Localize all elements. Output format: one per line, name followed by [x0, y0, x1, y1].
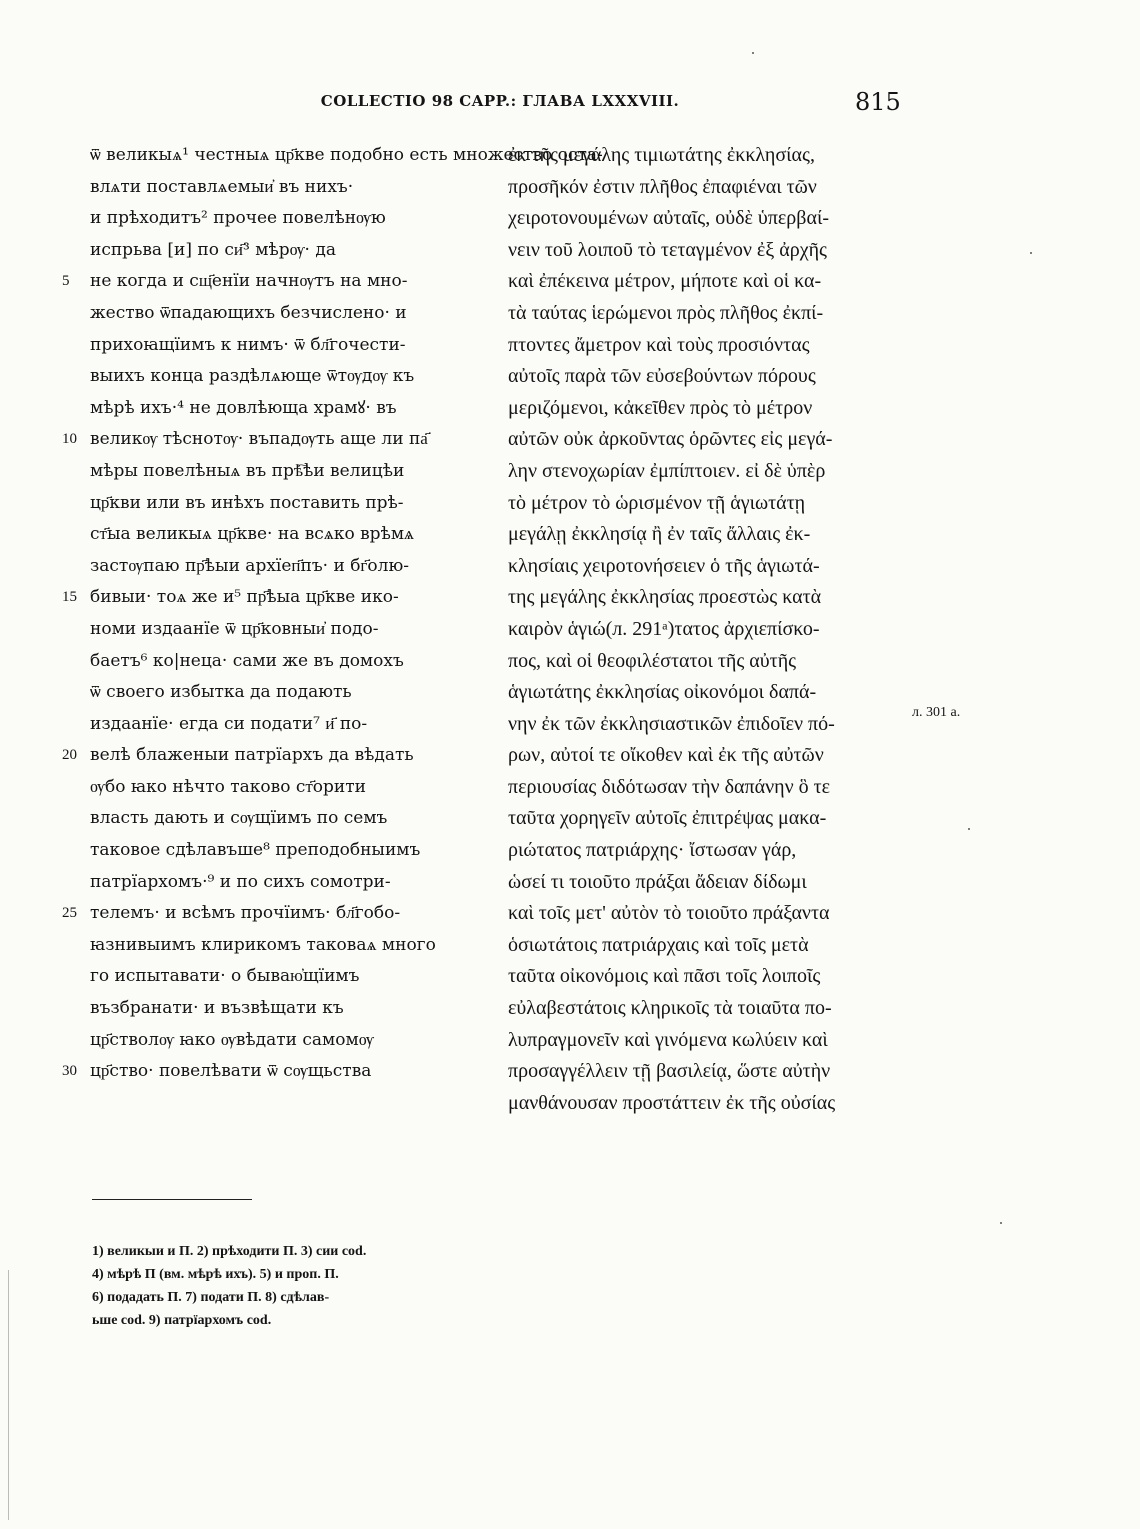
footnote-line: 4) мѣрѣ П (вм. мѣрѣ ихъ). 5) и проп. П.: [92, 1267, 339, 1282]
slavonic-line: велѣ блаженыи патрїархъ да вѣдать: [90, 745, 414, 766]
greek-line: της μεγάλης ἐκκλησίας προεστὼς κατὰ: [508, 586, 822, 609]
greek-line: μεγάλῃ ἐκκλησίᾳ ἢ ἐν ταῖς ἄλλαις ἐκ-: [508, 523, 811, 546]
line-number: 15: [62, 589, 77, 606]
greek-line: καὶ τοῖς μετ' αὐτὸν τὸ τοιοῦτο πράξαντα: [508, 902, 830, 925]
page-edge: [8, 1270, 9, 1520]
footnote-line: 6) подадать П. 7) подати П. 8) сдѣлав-: [92, 1290, 330, 1305]
running-title: COLLECTIO 98 CAPP.: ГЛАВА LXXXVIII.: [320, 92, 680, 110]
slavonic-line: телемъ· и всѣмъ прочїимъ· бл҃гобо-: [90, 903, 401, 924]
speck: [1030, 252, 1032, 254]
greek-line: κλησίαις χειροτονήσειεν ὁ τῆς ἁγιωτά-: [508, 554, 820, 577]
speck: [752, 52, 754, 54]
greek-line: αὐτοῖς παρὰ τῶν εὐσεβούντων πόρους: [508, 365, 816, 388]
greek-line: μεριζόμενοι, κἀκεῖθεν πρὸς τὸ μέτρον: [508, 396, 813, 419]
slavonic-line: баетъ⁶ ко|неца· сами же въ домохъ: [90, 650, 404, 671]
slavonic-line: влѧти поставлѧемыи҆ въ нихъ·: [90, 176, 354, 197]
greek-line: εὐλαβεστάτοις κληρικοῖς τὰ τοιαῦτα πο-: [508, 997, 832, 1020]
slavonic-line: испрьва [и] по си҃³ мѣрѹ· да: [90, 239, 336, 260]
greek-line: προσαγγέλλειν τῇ βασιλείᾳ, ὥστε αὐτὴν: [508, 1060, 831, 1083]
greek-line: τὰ ταύτας ἱερώμενοι πρὸς πλῆθος ἐκπί-: [508, 301, 824, 324]
page-number: 815: [855, 88, 901, 116]
slavonic-line: възбранати· и възвѣщати къ: [90, 998, 344, 1019]
slavonic-line: мѣры повелѣныѧ въ прѣ҇ѣи велицѣи: [90, 460, 405, 481]
greek-line: νην ἐκ τῶν ἐκκλησιαστικῶν ἐπιδοῖεν πό-: [508, 712, 835, 735]
slavonic-line: номи издаанїе ѿ цр҃ковныи҆ подо-: [90, 618, 379, 639]
slavonic-line: цр҃стволѹ ꙗко ѹвѣдати самомѹ: [90, 1029, 374, 1050]
slavonic-line: выихъ конца раздѣлѧюще ѿтѹдѹ къ: [90, 366, 415, 387]
footnote-line: 1) великыи и П. 2) прѣходити П. 3) сии cod.: [92, 1244, 367, 1259]
slavonic-line: великѹ тѣснотѹ· въпадѹть аще ли па҃: [90, 429, 428, 450]
margin-note: л. 301 а.: [912, 705, 961, 720]
slavonic-line: застѹпаю пр҃ѣыи архїеп҃пъ· и бг҃олю-: [90, 555, 409, 576]
slavonic-line: мѣрѣ ихъ·⁴ не довлѣюща храмꙋ· въ: [90, 397, 397, 418]
greek-line: ὁσιωτάτοις πατριάρχαις καὶ τοῖς μετὰ: [508, 933, 809, 956]
slavonic-line: ѹбо ꙗко нѣчто таково ст҃орити: [90, 776, 366, 797]
line-number: 10: [62, 431, 77, 448]
greek-line: πτοντες ἄμετρον καὶ τοὺς προσιόντας: [508, 333, 810, 356]
greek-column: [508, 140, 900, 1119]
speck: [1000, 1222, 1002, 1224]
slavonic-line: таковое сдѣлавъше⁸ преподобныимъ: [90, 840, 421, 861]
slavonic-line: цр҃кви или въ инѣхъ поставить прѣ-: [90, 492, 404, 513]
slavonic-line: ꙗзнивыимъ клирикомъ таковаѧ много: [90, 934, 436, 955]
greek-line: λυπραγμονεῖν καὶ γινόμενα κωλύειν καὶ: [508, 1028, 828, 1051]
speck: [968, 828, 970, 830]
slavonic-line: прихоꙗщїимъ к нимъ· ѿ бл҃гочести-: [90, 334, 406, 355]
greek-line: νειν τοῦ λοιποῦ τὸ τεταγμένον ἐξ ἀρχῆς: [508, 238, 827, 261]
line-number: 5: [62, 273, 70, 290]
slavonic-line: ст҃ыа великыѧ цр҃кве· на всѧко врѣмѧ: [90, 524, 415, 545]
slavonic-line: го испытавати· о бываю҆щїимъ: [90, 966, 360, 987]
slavonic-line: издаанїе· егда си подати⁷ и҃ по-: [90, 713, 368, 734]
greek-line: προσῆκόν ἐστιν πλῆθος ἐπαφιέναι τῶν: [508, 175, 817, 198]
slavonic-line: цр҃ство· повелѣвати ѿ сѹщьства: [90, 1061, 372, 1082]
slavonic-line: ѿ своего избытка да подають: [90, 682, 352, 703]
footnotes: [92, 1240, 512, 1332]
slavonic-line: ѿ великыѧ¹ честныѧ цр҃кве подобно есть множество оста-: [90, 145, 603, 165]
greek-line: καὶ ἐπέκεινα μέτρον, μήποτε καὶ οἱ κα-: [508, 270, 822, 293]
greek-line: λην στενοχωρίαν ἐμπίπτοιεν. εἰ δὲ ὑπὲρ: [508, 459, 826, 482]
greek-line: περιουσίας διδότωσαν τὴν δαπάνην ὃ τε: [508, 775, 831, 798]
greek-line: ταῦτα χορηγεῖν αὐτοῖς ἐπιτρέψας μακα-: [508, 807, 827, 830]
slavonic-line: патрїархомъ·⁹ и по сихъ сомотри-: [90, 871, 391, 892]
line-number: 20: [62, 747, 77, 764]
greek-line: ταῦτα οἰκονόμοις καὶ πᾶσι τοῖς λοιποῖς: [508, 965, 821, 988]
footnote-line: ьше cod. 9) патрїархомъ cod.: [92, 1313, 272, 1328]
slavonic-column: [90, 140, 603, 1088]
slavonic-line: жество ѿпадающихъ безчислено· и: [90, 302, 407, 323]
greek-line: τὸ μέτρον τὸ ὡρισμένον τῇ ἁγιωτάτῃ: [508, 491, 806, 514]
greek-line: ριώτατος πατριάρχης· ἴστωσαν γάρ,: [508, 839, 797, 862]
slavonic-line: и прѣходитъ² прочее повелѣнѹю: [90, 208, 386, 229]
greek-line: χειροτονουμένων αὐταῖς, οὐδὲ ὑπερβαί-: [508, 207, 829, 230]
slavonic-line: власть дають и сѹщїимъ по семъ: [90, 808, 388, 829]
footnote-rule: [92, 1199, 252, 1200]
greek-line: αὐτῶν οὐκ ἀρκοῦντας ὁρῶντες εἰς μεγά-: [508, 428, 833, 451]
slavonic-line: не когда и сщ҃енїи начнѹтъ на мно-: [90, 271, 408, 292]
greek-line: ὡσεί τι τοιοῦτο πράξαι ἄδειαν δίδωμι: [508, 870, 807, 893]
line-number: 30: [62, 1063, 77, 1080]
line-number: 25: [62, 905, 77, 922]
greek-line: πος, καὶ οἱ θεοφιλέστατοι τῆς αὐτῆς: [508, 649, 797, 672]
greek-line: ρων, αὐτοί τε οἴκοθεν καὶ ἐκ τῆς αὐτῶν: [508, 744, 824, 767]
greek-line: καιρὸν ἁγιώ(л. 291ᵃ)τατος ἀρχιεπίσκο-: [508, 617, 820, 640]
greek-line: ἐκ τῆς μεγάλης τιμιωτάτης ἐκκλησίας,: [508, 144, 815, 166]
greek-line: μανθάνουσαν προστάττειν ἐκ τῆς οὐσίας: [508, 1091, 836, 1114]
greek-line: ἁγιωτάτης ἐκκλησίας οἰκονόμοι δαπά-: [508, 681, 817, 704]
slavonic-line: бивыи· тоѧ же и⁵ пр҃ѣыа цр҃кве ико-: [90, 587, 399, 608]
